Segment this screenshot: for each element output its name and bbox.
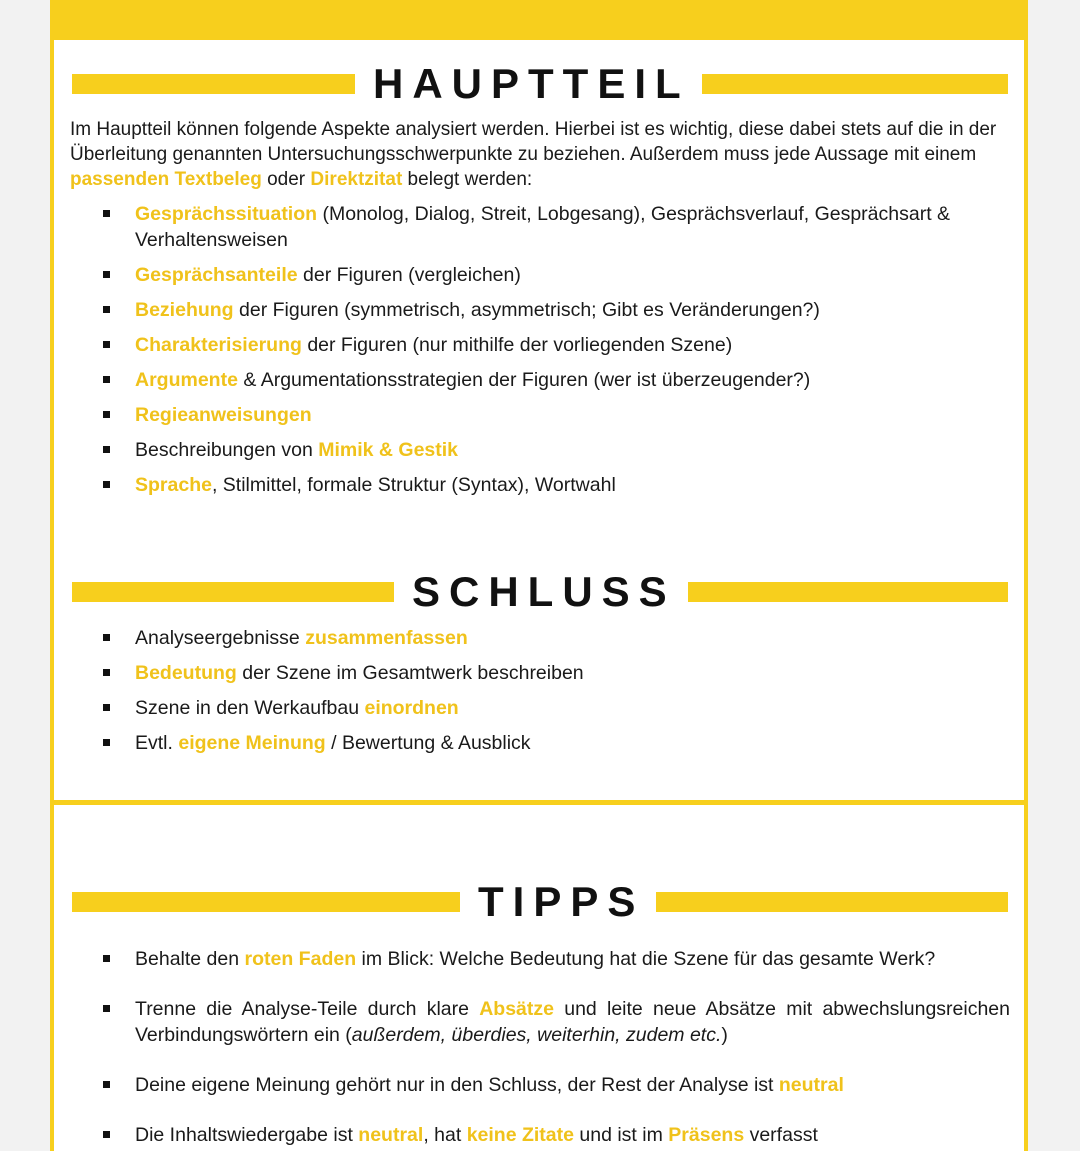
schluss-heading: [72, 568, 1008, 615]
text-segment: , hat: [423, 1124, 467, 1146]
text-segment: Behalte den: [135, 948, 245, 970]
bullet-icon: [103, 411, 110, 418]
text-segment: Trenne die Analyse-Teile durch klare: [135, 998, 480, 1020]
hauptteil-list: [0, 201, 1010, 498]
text-segment: Die Inhaltswiedergabe ist: [135, 1124, 359, 1146]
list-item: [0, 695, 1010, 721]
list-item-text: [135, 998, 1010, 1046]
list-item: [0, 472, 1010, 498]
bullet-icon: [103, 634, 110, 641]
highlighted-term: eigene Meinung: [178, 732, 326, 754]
list-item-text: [135, 1074, 844, 1096]
list-item: [0, 262, 1010, 288]
text-segment: der Szene im Gesamtwerk beschreiben: [236, 662, 584, 684]
text-segment: Beschreibungen von: [135, 439, 319, 461]
heading-bar-left: [72, 892, 460, 912]
bullet-icon: [103, 955, 110, 962]
highlighted-term: Absätze: [479, 998, 554, 1020]
text-segment: Deine eigene Meinung gehört nur in den Schluss, der Rest der Analyse ist: [135, 1074, 779, 1096]
text-segment: (Monolog, Dialog, Streit, Lobgesang), Gesprächsverlauf, Gesprächsart & Verhaltensweisen: [135, 203, 951, 251]
list-item-text: [135, 369, 810, 391]
heading-bar-right: [656, 892, 1008, 912]
highlighted-term: Direktzitat: [310, 169, 403, 190]
highlighted-term: Sprache: [135, 474, 212, 496]
top-accent-bar: [50, 0, 1028, 40]
schluss-title: SCHLUSS: [412, 568, 676, 615]
text-segment: belegt werden:: [402, 169, 533, 190]
highlighted-term: passenden Textbeleg: [70, 169, 262, 190]
list-item-text: [135, 203, 950, 251]
list-item: [0, 201, 1010, 253]
bullet-icon: [103, 306, 110, 313]
bullet-icon: [103, 1081, 110, 1088]
text-segment: der Figuren (vergleichen): [297, 264, 521, 286]
highlighted-term: roten Faden: [244, 948, 357, 970]
text-segment: Szene in den Werkaufbau: [135, 697, 365, 719]
list-item: [0, 332, 1010, 358]
list-item: [0, 367, 1010, 393]
highlighted-term: neutral: [358, 1124, 424, 1146]
bullet-icon: [103, 271, 110, 278]
highlighted-term: Argumente: [135, 369, 238, 391]
heading-bar-left: [72, 74, 355, 94]
text-segment: / Bewertung & Ausblick: [325, 732, 531, 754]
list-item: [0, 1072, 1010, 1098]
list-item-text: [135, 299, 820, 321]
text-segment: Im Hauptteil können folgende Aspekte analysiert werden. Hierbei ist es wichtig, diese dabei stets auf die in der Überleitung genannten Untersuchungsschwerpunkte zu beziehen. Außerdem muss jede Aussage mit einem: [70, 119, 997, 165]
text-segment: und leite neue Absätze mit abwechslungsreichen Verbindungswörtern ein (: [135, 998, 1010, 1046]
bullet-icon: [103, 1131, 110, 1138]
list-item: [0, 660, 1010, 686]
highlighted-term: zusammenfassen: [305, 627, 468, 649]
list-item-text: [135, 662, 584, 684]
list-item: [0, 996, 1010, 1048]
highlighted-term: neutral: [778, 1074, 844, 1096]
list-item-text: [135, 627, 468, 649]
italic-text: außerdem, überdies, weiterhin, zudem etc.: [351, 1024, 722, 1046]
text-segment: , Stilmittel, formale Struktur (Syntax), Wortwahl: [211, 474, 616, 496]
list-item-text: [135, 948, 935, 970]
bullet-icon: [103, 341, 110, 348]
list-item-text: [135, 264, 521, 286]
bullet-icon: [103, 376, 110, 383]
bullet-icon: [103, 210, 110, 217]
schluss-list: [0, 625, 1010, 756]
hauptteil-title: HAUPTTEIL: [373, 60, 690, 107]
list-item: [0, 402, 1010, 428]
highlighted-term: Gesprächsanteile: [135, 264, 298, 286]
heading-bar-right: [688, 582, 1008, 602]
text-segment: verfasst: [744, 1124, 818, 1146]
text-segment: der Figuren (symmetrisch, asymmetrisch; Gibt es Veränderungen?): [233, 299, 820, 321]
list-item-text: [135, 474, 616, 496]
hauptteil-heading: [72, 60, 1008, 107]
list-item-text: [135, 334, 732, 356]
list-item: [0, 946, 1010, 972]
text-segment: im Blick: Welche Bedeutung hat die Szene für das gesamte Werk?: [356, 948, 936, 970]
highlighted-term: Bedeutung: [135, 662, 237, 684]
list-item: [0, 1122, 1010, 1148]
list-item-text: [135, 697, 459, 719]
list-item-text: [135, 1124, 818, 1146]
highlighted-term: Charakterisierung: [135, 334, 302, 356]
bullet-icon: [103, 1005, 110, 1012]
list-item: [0, 297, 1010, 323]
hauptteil-intro: [70, 117, 1000, 192]
highlighted-term: keine Zitate: [466, 1124, 574, 1146]
text-segment: Evtl.: [135, 732, 179, 754]
section-divider: [50, 800, 1028, 805]
text-segment: & Argumentationsstrategien der Figuren (wer ist überzeugender?): [237, 369, 811, 391]
bullet-icon: [103, 481, 110, 488]
highlighted-term: Mimik & Gestik: [318, 439, 459, 461]
highlighted-term: Beziehung: [135, 299, 234, 321]
text-segment: und ist im: [573, 1124, 669, 1146]
heading-bar-left: [72, 582, 394, 602]
text-segment: der Figuren (nur mithilfe der vorliegenden Szene): [301, 334, 733, 356]
bullet-icon: [103, 704, 110, 711]
list-item-text: [135, 439, 458, 461]
highlighted-term: einordnen: [364, 697, 459, 719]
list-item: [0, 437, 1010, 463]
list-item: [0, 730, 1010, 756]
highlighted-term: Präsens: [668, 1124, 745, 1146]
list-item-text: [135, 404, 312, 426]
bullet-icon: [103, 669, 110, 676]
highlighted-term: Gesprächssituation: [135, 203, 318, 225]
list-item: [0, 625, 1010, 651]
text-segment: oder: [261, 169, 311, 190]
tipps-heading: [72, 878, 1008, 925]
list-item-text: [135, 732, 531, 754]
bullet-icon: [103, 446, 110, 453]
heading-bar-right: [702, 74, 1008, 94]
highlighted-term: Regieanweisungen: [135, 404, 312, 426]
tipps-list: [0, 946, 1010, 1148]
text-segment: Analyseergebnisse: [135, 627, 306, 649]
text-segment: ): [721, 1024, 728, 1046]
bullet-icon: [103, 739, 110, 746]
tipps-title: TIPPS: [478, 878, 645, 925]
